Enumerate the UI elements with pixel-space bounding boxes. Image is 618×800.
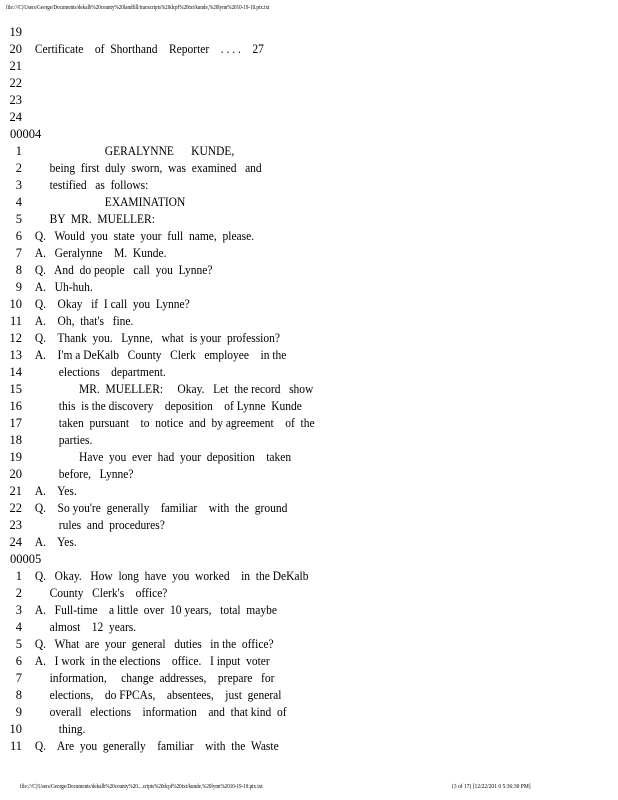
line-text: GERALYNNE KUNDE, xyxy=(104,144,235,158)
line-number: 18 xyxy=(9,433,22,447)
line-number: 15 xyxy=(9,382,22,396)
transcript-line xyxy=(0,109,618,126)
line-number: 21 xyxy=(9,59,22,73)
transcript-line xyxy=(0,398,618,415)
line-number: 23 xyxy=(9,518,22,532)
line-text: information, change addresses, prepare for xyxy=(49,671,275,685)
line-text: Q. Okay. How long have you worked in the DeKalb xyxy=(34,569,309,583)
line-number: 22 xyxy=(9,76,22,90)
line-number: 19 xyxy=(9,25,22,39)
transcript-line xyxy=(0,160,618,177)
transcript-line xyxy=(0,262,618,279)
transcript-line xyxy=(0,41,618,58)
line-number: 17 xyxy=(9,416,22,430)
line-text: elections department. xyxy=(58,365,166,379)
transcript-line xyxy=(0,670,618,687)
transcript-line xyxy=(0,483,618,500)
line-number: 10 xyxy=(9,722,22,736)
transcript-line xyxy=(0,653,618,670)
line-text: taken pursuant to notice and by agreement of the xyxy=(58,416,315,430)
transcript-line xyxy=(0,92,618,109)
line-text: A. Geralynne M. Kunde. xyxy=(34,246,167,260)
line-number: 22 xyxy=(9,501,22,515)
line-text: A. Full-time a little over 10 years, total maybe xyxy=(34,603,277,617)
line-text: rules and procedures? xyxy=(58,518,165,532)
transcript-line xyxy=(0,704,618,721)
transcript-line xyxy=(0,721,618,738)
line-text: elections, do FPCAs, absentees, just general xyxy=(49,688,282,702)
line-text: MR. MUELLER: Okay. Let the record show xyxy=(79,382,314,396)
transcript-line xyxy=(0,602,618,619)
page-header-file-path: file:///C|/Users/George/Documents/dekalb%20county%20landfill/transcripts%20dcpf%20txt/kunde,%20lynn%2010-19-10.ptx.txt xyxy=(6,4,270,11)
line-text xyxy=(22,92,35,109)
line-text: A. I work in the elections office. I input voter xyxy=(34,654,270,668)
line-number: 8 xyxy=(15,263,22,277)
line-number: 1 xyxy=(15,144,22,158)
transcript-line xyxy=(0,228,618,245)
line-number: 20 xyxy=(9,42,22,56)
transcript-line xyxy=(0,568,618,585)
line-text: Have you ever had your deposition taken xyxy=(79,450,292,464)
transcript-line xyxy=(0,245,618,262)
line-number: 6 xyxy=(15,229,22,243)
transcript-line xyxy=(0,449,618,466)
line-text: testified as follows: xyxy=(49,178,149,192)
line-text: overall elections information and that kind of xyxy=(49,705,287,719)
line-text: EXAMINATION xyxy=(104,195,186,209)
line-number: 13 xyxy=(9,348,22,362)
line-number: 9 xyxy=(15,705,22,719)
transcript-line xyxy=(0,619,618,636)
line-text: Q. Thank you. Lynne, what is your profession? xyxy=(34,331,280,345)
line-text: Q. What are your general duties in the office? xyxy=(34,637,274,651)
line-number: 7 xyxy=(15,246,22,260)
transcript-line xyxy=(0,500,618,517)
line-text: A. I'm a DeKalb County Clerk employee in the xyxy=(34,348,287,362)
line-text xyxy=(22,24,35,41)
line-text: Q. Are you generally familiar with the Waste xyxy=(34,739,279,753)
transcript-line xyxy=(0,177,618,194)
line-number: 4 xyxy=(15,195,22,209)
line-text: this is the discovery deposition of Lynne Kunde xyxy=(58,399,302,413)
line-text: Certificate of Shorthand Reporter . . . . 27 xyxy=(34,42,264,56)
transcript-line xyxy=(0,330,618,347)
line-number: 23 xyxy=(9,93,22,107)
footer-page-info: (3 of 17) [12/22/201 0 5:36:30 PM] xyxy=(452,783,531,790)
transcript-line xyxy=(0,636,618,653)
transcript-line xyxy=(0,534,618,551)
transcript-line xyxy=(0,75,618,92)
line-number: 5 xyxy=(15,637,22,651)
line-number: 21 xyxy=(9,484,22,498)
line-number: 24 xyxy=(9,535,22,549)
line-text: BY MR. MUELLER: xyxy=(49,212,155,226)
transcript-line xyxy=(0,24,618,41)
line-number: 20 xyxy=(9,467,22,481)
transcript-body xyxy=(0,24,618,755)
line-text xyxy=(22,75,35,92)
line-text: almost 12 years. xyxy=(49,620,137,634)
line-number: 6 xyxy=(15,654,22,668)
line-text: parties. xyxy=(58,433,93,447)
footer-file-path: file:///C|/Users/George/Documents/dekalb%20county%20....cripts%20dcpf%20txt/kunde,%20lynn%2010-19-10.ptx.txt xyxy=(20,783,263,790)
transcript-line xyxy=(0,58,618,75)
line-number: 10 xyxy=(9,297,22,311)
transcript-line xyxy=(0,313,618,330)
line-text: being first duly sworn, was examined and xyxy=(49,161,262,175)
line-number: 9 xyxy=(15,280,22,294)
line-number: 2 xyxy=(15,586,22,600)
transcript-line xyxy=(0,432,618,449)
line-text: A. Uh-huh. xyxy=(34,280,93,294)
line-text: A. Yes. xyxy=(34,484,77,498)
line-number: 5 xyxy=(15,212,22,226)
line-number: 11 xyxy=(9,739,22,753)
page-marker: 00004 xyxy=(10,127,42,141)
line-number: 19 xyxy=(9,450,22,464)
transcript-line xyxy=(0,364,618,381)
transcript-line xyxy=(0,143,618,160)
transcript-line xyxy=(0,194,618,211)
transcript-line xyxy=(0,466,618,483)
line-text xyxy=(22,109,35,126)
page-marker: 00005 xyxy=(10,552,42,566)
line-number: 8 xyxy=(15,688,22,702)
line-text: A. Yes. xyxy=(34,535,77,549)
line-text: before, Lynne? xyxy=(58,467,134,481)
transcript-line xyxy=(0,415,618,432)
line-text xyxy=(22,58,35,75)
line-text: A. Oh, that's fine. xyxy=(34,314,134,328)
line-number: 24 xyxy=(9,110,22,124)
line-number: 2 xyxy=(15,161,22,175)
transcript-line xyxy=(0,279,618,296)
transcript-line xyxy=(0,347,618,364)
line-text: Q. So you're generally familiar with the ground xyxy=(34,501,288,515)
line-number: 4 xyxy=(15,620,22,634)
line-number: 1 xyxy=(15,569,22,583)
line-number: 11 xyxy=(9,314,22,328)
transcript-line xyxy=(0,211,618,228)
transcript-line xyxy=(0,517,618,534)
line-number: 14 xyxy=(9,365,22,379)
line-text: County Clerk's office? xyxy=(49,586,168,600)
line-number: 12 xyxy=(9,331,22,345)
transcript-line xyxy=(0,585,618,602)
line-number: 3 xyxy=(15,178,22,192)
line-text: thing. xyxy=(58,722,86,736)
transcript-line xyxy=(0,296,618,313)
transcript-line xyxy=(0,738,618,755)
transcript-line xyxy=(0,381,618,398)
line-number: 3 xyxy=(15,603,22,617)
line-text: Q. Okay if I call you Lynne? xyxy=(34,297,190,311)
line-number: 7 xyxy=(15,671,22,685)
transcript-line xyxy=(0,687,618,704)
line-text: Q. Would you state your full name, please. xyxy=(34,229,255,243)
line-text: Q. And do people call you Lynne? xyxy=(34,263,213,277)
line-number: 16 xyxy=(9,399,22,413)
